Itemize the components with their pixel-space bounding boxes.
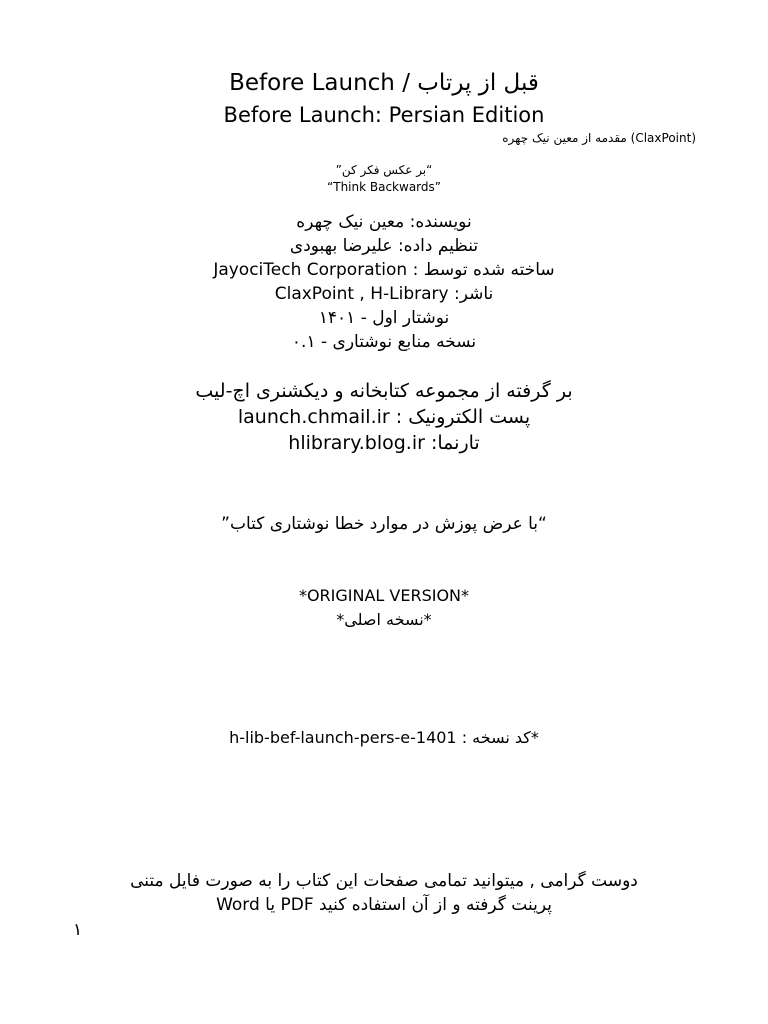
author-line: نویسنده: معین نیک چهره — [296, 212, 472, 232]
email-line: پست الکترونیک : launch.chmail.ir — [237, 406, 531, 428]
quote-persian: “بر عکس فکر کن” — [335, 163, 433, 177]
intro-credit: (ClaxPoint) مقدمه از معین نیک چهره — [502, 131, 696, 145]
page-subtitle: Before Launch: Persian Edition — [223, 103, 545, 127]
website-line: تارنما: hlibrary.blog.ir — [288, 432, 480, 454]
version-code-line: *کد نسخه : h-lib-bef-launch-pers-e-1401 — [229, 728, 539, 747]
page-title: Before Launch / قبل از پرتاب — [229, 70, 539, 96]
edition-line: نوشتار اول - ۱۴۰۱ — [318, 308, 450, 328]
quote-english: “Think Backwards” — [327, 180, 441, 194]
apology-line: “با عرض پوزش در موارد خطا نوشتاری کتاب” — [221, 514, 547, 534]
original-version-persian-label: *نسخه اصلی* — [336, 610, 432, 629]
collection-source-line: بر گرفته از مجموعه کتابخانه و دیکشنری اچ-لیب — [195, 380, 573, 402]
publisher-line: ناشر: ClaxPoint , H-Library — [274, 284, 494, 304]
made-by-line: ساخته شده توسط : JayociTech Corporation — [213, 260, 555, 280]
print-note-line-2: پرینت گرفته و از آن استفاده کنید PDF یا Word — [216, 895, 552, 915]
page-number: ۱ — [73, 920, 83, 940]
arranged-by-line: تنظیم داده: علیرضا بهبودی — [289, 236, 479, 256]
original-version-label: *ORIGINAL VERSION* — [298, 586, 470, 605]
print-note-line-1: دوست گرامی , میتوانید تمامی صفحات این کتاب را به صورت فایل متنی — [130, 871, 638, 891]
source-version-line: نسخه منابع نوشتاری - ۰.۱ — [291, 332, 477, 352]
